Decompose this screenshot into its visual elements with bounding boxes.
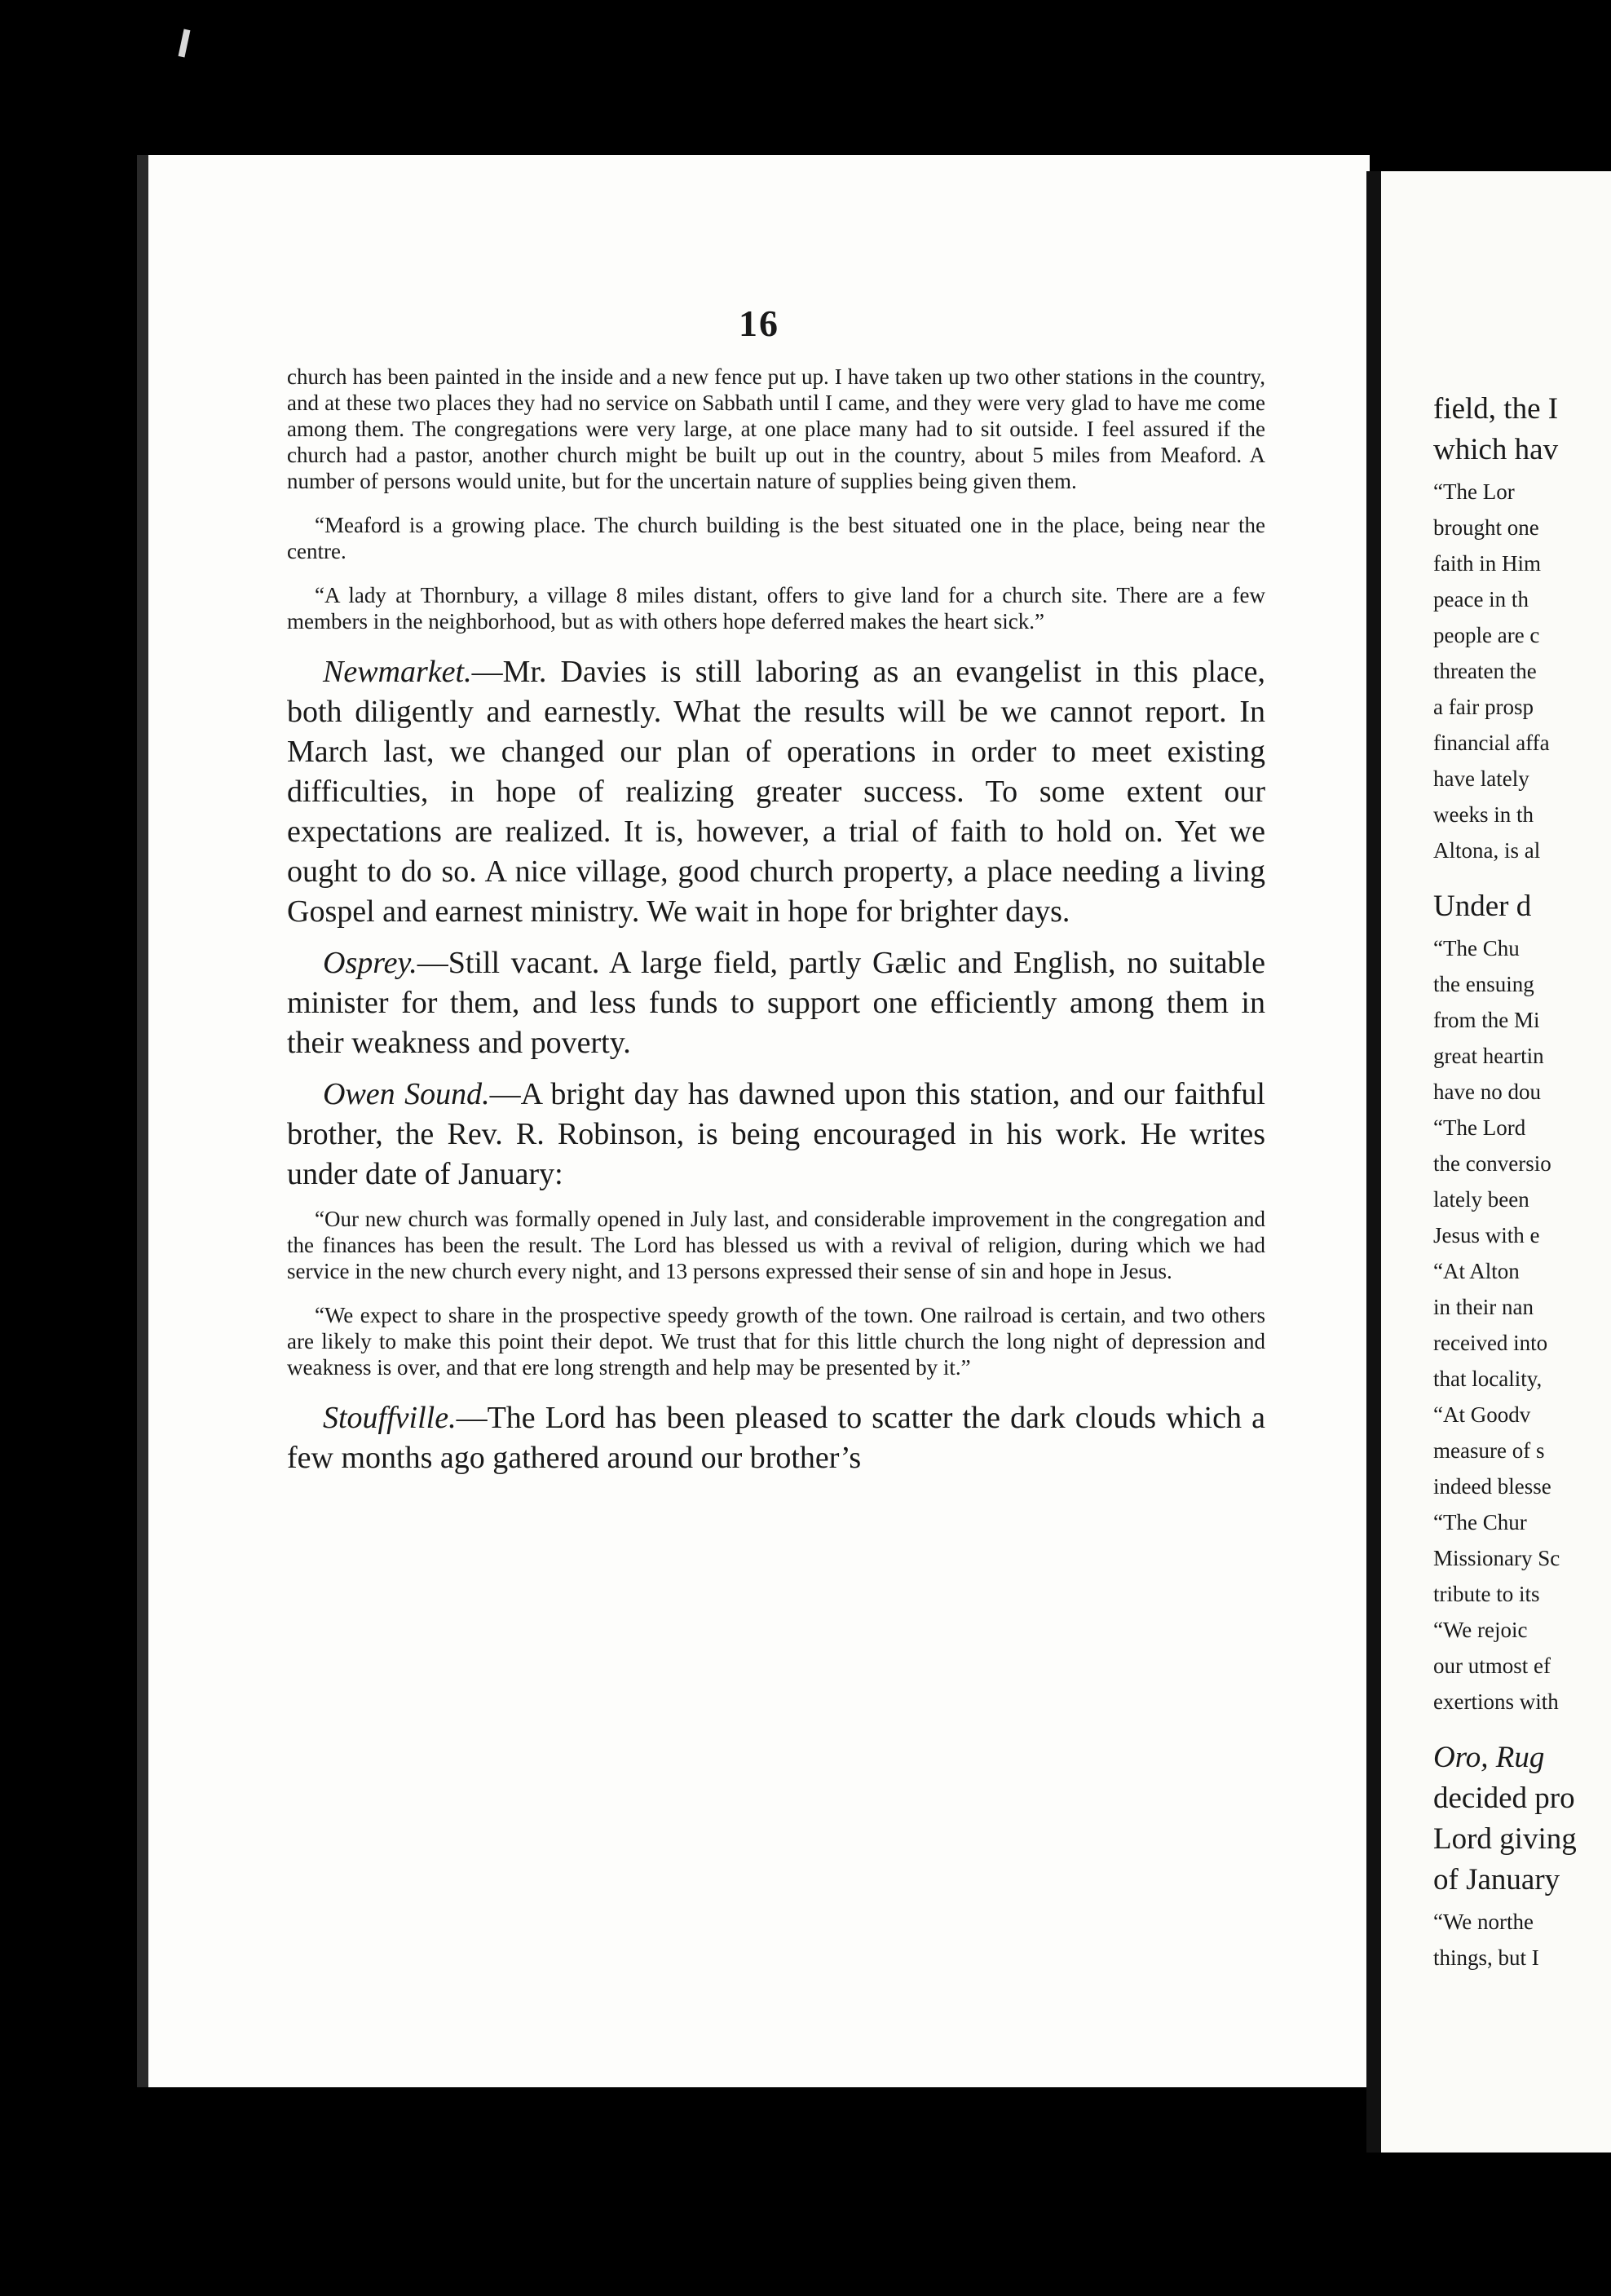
right-page [1366,171,1611,2152]
station-paragraph [287,1075,1265,1194]
right-page-line: “We northe [1433,1910,1534,1934]
quote-text: “We expect to share in the prospective speedy growth of the town. One railroad is certain, and two others are likely to make this point their depot. We trust that for this little church the long night of depression and weakness is over, and that ere long strength and help may be presented by it.” [287,1303,1265,1380]
left-page-text [287,364,1265,1490]
station-paragraph [287,652,1265,932]
right-page-line: financial affa [1433,731,1550,755]
station-report-text: —The Lord has been pleased to scatter the dark clouds which a few months ago gathered around our brother’s [287,1401,1265,1475]
right-page-line: people are c [1433,623,1540,647]
right-page-line: indeed blesse [1433,1474,1551,1499]
quote-text: “Our new church was formally opened in July last, and considerable improvement in the congregation and the finances has been the result. The Lord has blessed us with a revival of religion, during which we had service in the new church every night, and 13 persons expressed their sense of sin and hope in Jesus. [287,1207,1265,1283]
right-page-line: the conversio [1433,1151,1551,1176]
right-page-line: in their nan [1433,1295,1534,1319]
right-page-line: great heartin [1433,1044,1544,1068]
station-paragraph [287,1398,1265,1478]
station-name: Owen Sound. [323,1077,490,1111]
station-name: Stouffville. [323,1401,457,1435]
right-page-line: tribute to its [1433,1582,1540,1606]
quoted-paragraph [287,1206,1265,1284]
quote-text: “Meaford is a growing place. The church building is the best situated one in the place, being near the centre. [287,513,1265,563]
right-page-line: “The Lord [1433,1115,1526,1140]
right-page-line: “At Alton [1433,1259,1520,1283]
right-page-line: Jesus with e [1433,1223,1540,1247]
right-page-line: have lately [1433,766,1529,791]
right-page-line: lately been [1433,1187,1529,1212]
right-page-line: “The Chu [1433,936,1520,960]
quote-text: “A lady at Thornbury, a village 8 miles distant, offers to give land for a church site. There are a few members in the neighborhood, but as with others hope deferred makes the heart sick.” [287,583,1265,634]
right-page-line: “The Chur [1433,1510,1527,1534]
station-paragraph [287,943,1265,1063]
right-page-line: measure of s [1433,1438,1545,1463]
right-page-line: “The Lor [1433,479,1515,504]
station-name: Osprey. [323,946,417,980]
right-page-line: brought one [1433,515,1539,540]
quoted-paragraph [287,512,1265,564]
scan-mark [179,29,191,58]
quoted-paragraph [287,364,1265,494]
quoted-paragraph [287,1302,1265,1380]
right-page-line: a fair prosp [1433,695,1534,719]
right-page-line: Lord giving [1433,1822,1577,1856]
right-page-line: weeks in th [1433,802,1534,827]
right-page-line: exertions with [1433,1689,1559,1714]
right-page-line: Oro, Rug [1433,1741,1545,1774]
right-page-line: Missionary Sc [1433,1546,1560,1570]
right-page-line: which hav [1433,433,1559,466]
station-name: Newmarket. [323,655,472,689]
right-page-line: Under d [1433,890,1532,923]
right-page-line: the ensuing [1433,972,1534,996]
quoted-paragraph [287,582,1265,634]
station-report-text: —Still vacant. A large field, partly Gælic and English, no suitable minister for them, and less funds to support one efficiently among them in their weakness and poverty. [287,946,1265,1060]
right-page-line: received into [1433,1331,1548,1355]
page-number: 16 [739,302,779,344]
right-page-line: have no dou [1433,1080,1541,1104]
right-page-line: peace in th [1433,587,1529,612]
right-page-line: from the Mi [1433,1008,1540,1032]
quote-text: church has been painted in the inside and a new fence put up. I have taken up two other stations in the country, and at these two places they had no service on Sabbath until I came, and they were very glad to have me come among them. The congregations were very large, at one place many had to sit outside. I feel assured if the church had a pastor, another church might be built up out in the country, about 5 miles from Meaford. A number of persons would unite, but for the uncertain nature of supplies being given them. [287,364,1265,493]
right-page-line: threaten the [1433,659,1537,683]
right-page-line: “At Goodv [1433,1402,1531,1427]
right-page-line: “We rejoic [1433,1618,1528,1642]
right-page-line: field, the I [1433,392,1559,426]
right-page-line: Altona, is al [1433,838,1541,863]
right-page-line: decided pro [1433,1782,1575,1815]
right-page-line: of January [1433,1863,1560,1896]
right-page-line: our utmost ef [1433,1654,1551,1678]
station-report-text: —A bright day has dawned upon this station, and our faithful brother, the Rev. R. Robinson, is being encouraged in his work. He writes under date of January: [287,1077,1265,1191]
right-page-line: that locality, [1433,1367,1543,1391]
right-page-line: things, but I [1433,1945,1539,1970]
right-page-line: faith in Him [1433,551,1541,576]
station-report-text: —Mr. Davies is still laboring as an evangelist in this place, both diligently and earnestly. What the results will be we cannot report. In March last, we changed our plan of operations in order to meet existing difficulties, in hope of realizing greater success. To some extent our expectations are realized. It is, however, a trial of faith to hold on. Yet we ought to do so. A nice village, good church property, a place needing a living Gospel and earnest ministry. We wait in hope for brighter days. [287,655,1265,929]
